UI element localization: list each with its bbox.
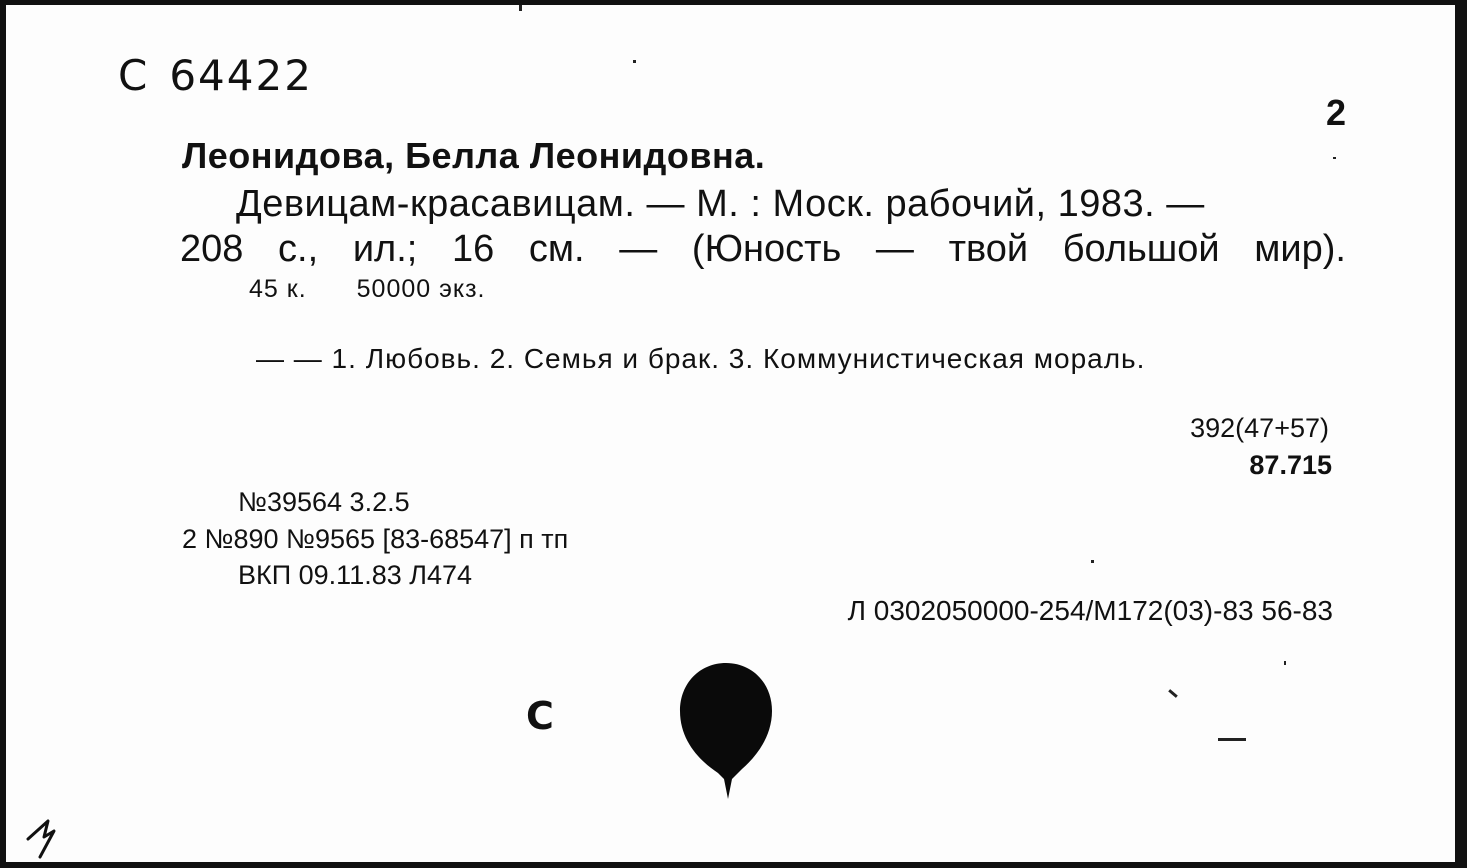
ink-speck bbox=[1333, 157, 1336, 159]
bbk-code: 87.715 bbox=[1249, 450, 1332, 480]
publisher-index-line: Л 0302050000-254/М172(03)-83 56-83 bbox=[847, 595, 1333, 626]
ink-speck bbox=[1168, 689, 1178, 698]
card-number: 2 bbox=[1326, 92, 1347, 133]
shelfmark bbox=[118, 51, 313, 100]
subject-tracings: — — 1. Любовь. 2. Семья и брак. 3. Коммунистическая мораль. bbox=[256, 343, 1146, 374]
price: 45 к. bbox=[249, 275, 307, 303]
shelfmark-letter: С bbox=[118, 51, 150, 100]
shelfmark-number: 64422 bbox=[169, 51, 313, 100]
registration-line-1: №39564 3.2.5 bbox=[238, 487, 410, 517]
price-print-run-line bbox=[249, 277, 486, 302]
ink-speck bbox=[1091, 560, 1094, 563]
ink-speck bbox=[1218, 738, 1246, 741]
registration-line-3: ВКП 09.11.83 Л474 bbox=[238, 560, 473, 590]
bottom-letter: С bbox=[526, 694, 554, 738]
udk-code: 392(47+57) bbox=[1190, 413, 1329, 443]
handwritten-mark-icon bbox=[24, 817, 64, 861]
author-heading: Леонидова, Белла Леонидовна. bbox=[182, 135, 766, 176]
ink-speck bbox=[1284, 661, 1286, 665]
registration-line-2: 2 №890 №9565 [83-68547] п тп bbox=[182, 524, 569, 554]
ink-speck bbox=[519, 5, 522, 11]
physical-description-line: 208 с., ил.; 16 см. — (Юность — твой большой мир). bbox=[180, 228, 1346, 270]
print-run: 50000 экз. bbox=[356, 275, 486, 303]
title-imprint-line: Девицам-красавицам. — М. : Моск. рабочий, 1983. — bbox=[236, 183, 1205, 225]
punch-hole-icon bbox=[678, 661, 774, 801]
ink-speck bbox=[633, 60, 636, 63]
